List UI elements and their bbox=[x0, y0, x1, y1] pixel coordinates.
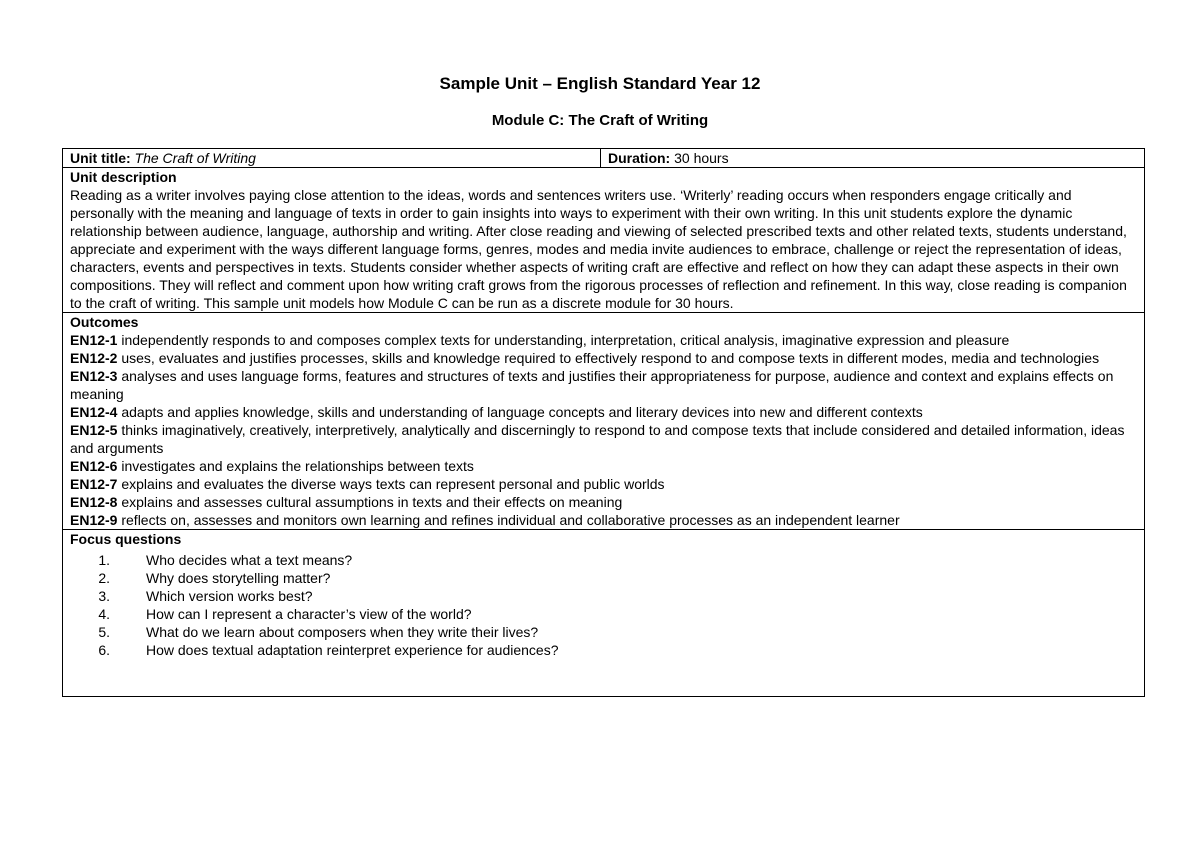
outcome-item bbox=[70, 457, 1137, 475]
outcome-text: reflects on, assesses and monitors own learning and refines individual and collaborative processes as an independent learner bbox=[117, 512, 900, 528]
duration-cell bbox=[601, 149, 1145, 168]
unit-title-cell bbox=[63, 149, 601, 168]
outcome-code: EN12-8 bbox=[70, 494, 118, 510]
outcomes-cell bbox=[63, 313, 1145, 530]
description-text: Reading as a writer involves paying close attention to the ideas, words and sentences writers use. ‘Writerly’ reading occurs when responders engage critically and personally with the meaning and language of texts in order to gain insights into ways to experiment with their own writing. In this unit students explore the dynamic relationship between audience, language, authorship and writing. After close reading and viewing of selected prescribed texts and other related texts, students understand, appreciate and experiment with the ways different language forms, genres, modes and media invite audiences to embrace, challenge or reject the representation of ideas, characters, events and perspectives in texts. Students consider whether aspects of writing craft are effective and reflect on how they can adapt these aspects in their own compositions. They will reflect and comment upon how writing craft grows from the rigorous processes of reflection and refinement. In this way, close reading is companion to the craft of writing. This sample unit models how Module C can be run as a discrete module for 30 hours. bbox=[70, 187, 1127, 311]
outcome-item bbox=[70, 403, 1137, 421]
outcome-text: uses, evaluates and justifies processes, skills and knowledge required to effectively respond to and compose texts in different modes, media and technologies bbox=[117, 350, 1100, 366]
focus-item bbox=[70, 569, 1137, 587]
outcome-code: EN12-3 bbox=[70, 368, 118, 384]
focus-text: Why does storytelling matter? bbox=[146, 570, 331, 586]
outcome-code: EN12-6 bbox=[70, 458, 118, 474]
outcomes-list bbox=[70, 331, 1137, 529]
unit-table bbox=[62, 148, 1145, 697]
outcomes-row bbox=[63, 313, 1145, 530]
outcome-code: EN12-1 bbox=[70, 332, 118, 348]
outcome-text: independently responds to and composes complex texts for understanding, interpretation, critical analysis, imaginative expression and pleasure bbox=[117, 332, 1010, 348]
focus-item bbox=[70, 623, 1137, 641]
outcome-code: EN12-7 bbox=[70, 476, 118, 492]
outcome-item bbox=[70, 331, 1137, 349]
page-subtitle: Module C: The Craft of Writing bbox=[491, 112, 709, 129]
outcome-code: EN12-9 bbox=[70, 512, 118, 528]
focus-text: Who decides what a text means? bbox=[146, 552, 353, 568]
outcome-item bbox=[70, 367, 1137, 403]
focus-heading: Focus questions bbox=[70, 531, 182, 547]
focus-row bbox=[63, 530, 1145, 697]
focus-text: How can I represent a character’s view of the world? bbox=[146, 606, 472, 622]
outcome-code: EN12-2 bbox=[70, 350, 118, 366]
unit-title-label: Unit title: bbox=[70, 150, 131, 166]
unit-title-row bbox=[63, 149, 1145, 168]
outcome-code: EN12-5 bbox=[70, 422, 118, 438]
focus-list bbox=[70, 551, 1137, 659]
outcome-text: explains and assesses cultural assumptions in texts and their effects on meaning bbox=[117, 494, 623, 510]
outcomes-heading: Outcomes bbox=[70, 314, 139, 330]
focus-cell bbox=[63, 530, 1145, 697]
duration-value: 30 hours bbox=[674, 150, 729, 166]
outcome-text: analyses and uses language forms, features and structures of texts and justifies their appropriateness for purpose, audience and context and explains effects on meaning bbox=[70, 368, 1114, 402]
description-cell bbox=[63, 168, 1145, 313]
outcome-text: adapts and applies knowledge, skills and understanding of language concepts and literary devices into new and different contexts bbox=[117, 404, 923, 420]
outcome-code: EN12-4 bbox=[70, 404, 118, 420]
outcome-text: thinks imaginatively, creatively, interpretively, analytically and discerningly to respond to and compose texts that include considered and detailed information, ideas and arguments bbox=[70, 422, 1125, 456]
focus-number: 4. bbox=[98, 606, 110, 622]
focus-item bbox=[70, 641, 1137, 659]
focus-text: How does textual adaptation reinterpret experience for audiences? bbox=[146, 642, 559, 658]
focus-text: What do we learn about composers when they write their lives? bbox=[146, 624, 539, 640]
description-heading: Unit description bbox=[70, 169, 177, 185]
focus-number: 1. bbox=[98, 552, 110, 568]
focus-number: 5. bbox=[98, 624, 110, 640]
focus-item bbox=[70, 551, 1137, 569]
outcome-item bbox=[70, 349, 1137, 367]
outcome-text: investigates and explains the relationships between texts bbox=[117, 458, 474, 474]
description-row bbox=[63, 168, 1145, 313]
focus-item bbox=[70, 587, 1137, 605]
duration-label: Duration: bbox=[608, 150, 671, 166]
page-title: Sample Unit – English Standard Year 12 bbox=[439, 74, 761, 93]
focus-number: 6. bbox=[98, 642, 110, 658]
outcome-item bbox=[70, 475, 1137, 493]
outcome-item bbox=[70, 511, 1137, 529]
outcome-item bbox=[70, 421, 1137, 457]
outcome-item bbox=[70, 493, 1137, 511]
unit-title-value: The Craft of Writing bbox=[134, 150, 256, 166]
focus-text: Which version works best? bbox=[146, 588, 313, 604]
focus-item bbox=[70, 605, 1137, 623]
outcome-text: explains and evaluates the diverse ways texts can represent personal and public worlds bbox=[117, 476, 665, 492]
focus-number: 3. bbox=[98, 588, 110, 604]
focus-number: 2. bbox=[98, 570, 110, 586]
